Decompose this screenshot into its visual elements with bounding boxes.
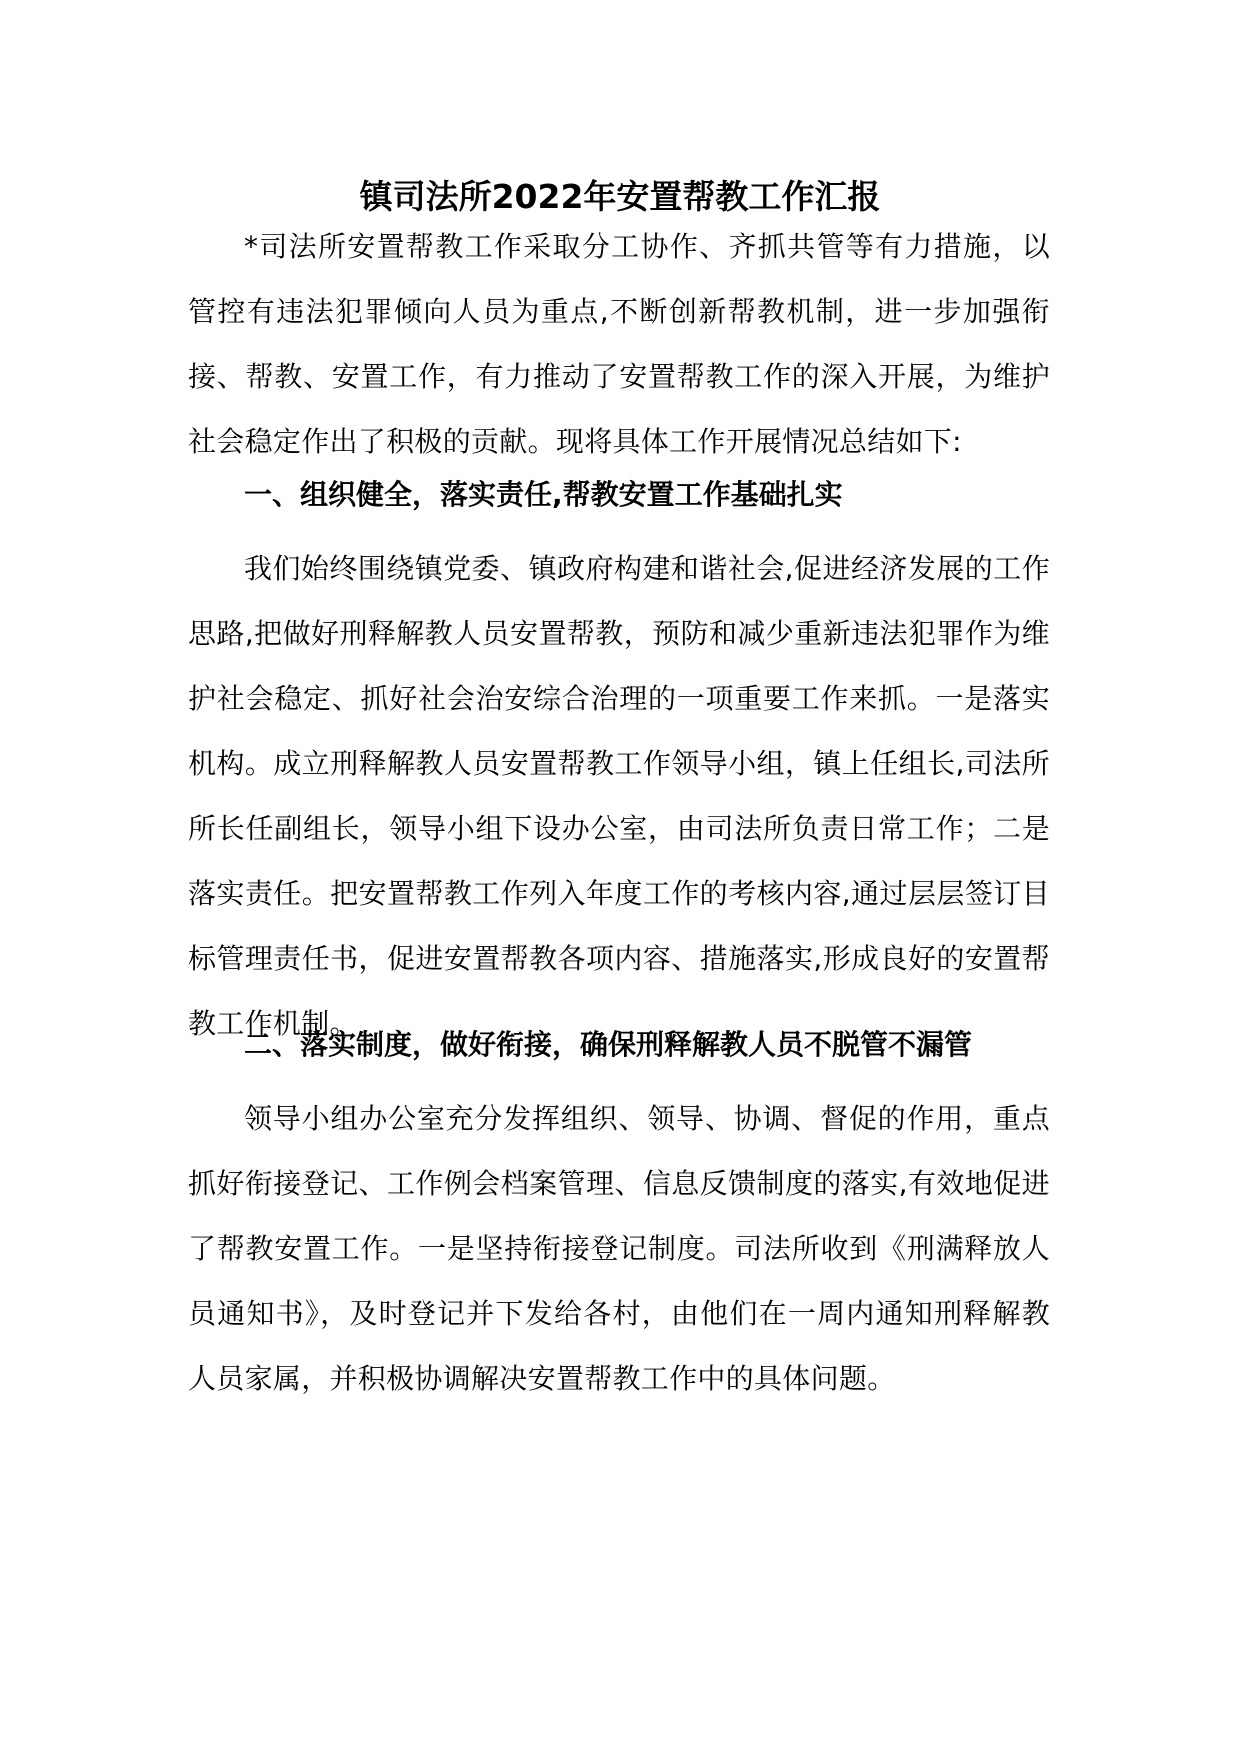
document-title: 镇司法所2022年安置帮教工作汇报 [359,177,881,216]
intro-paragraph: *司法所安置帮教工作采取分工协作、齐抓共管等有力措施，以管控有违法犯罪倾向人员为重点,不断创新帮教机制，进一步加强衔接、帮教、安置工作，有力推动了安置帮教工作的深入开展，为维护社会稳定作出了积极的贡献。现将具体工作开展情况总结如下: [188,230,1050,458]
section-body-1: 我们始终围绕镇党委、镇政府构建和谐社会,促进经济发展的工作思路,把做好刑释解教人员安置帮教，预防和减少重新违法犯罪作为维护社会稳定、抓好社会治安综合治理的一项重要工作来抓。一是落实机构。成立刑释解教人员安置帮教工作领导小组，镇上任组长,司法所所长任副组长，领导小组下设办公室，由司法所负责日常工作；二是落实责任。把安置帮教工作列入年度工作的考核内容,通过层层签订目标管理责任书，促进安置帮教各项内容、措施落实,形成良好的安置帮教工作机制。 [188,552,1050,1040]
section-heading-2: 二、落实制度，做好衔接，确保刑释解教人员不脱管不漏管 [244,1028,973,1061]
section-body-2: 领导小组办公室充分发挥组织、领导、协调、督促的作用，重点抓好衔接登记、工作例会档案管理、信息反馈制度的落实,有效地促进了帮教安置工作。一是坚持衔接登记制度。司法所收到《刑满释放人员通知书》，及时登记并下发给各村，由他们在一周内通知刑释解教人员家属，并积极协调解决安置帮教工作中的具体问题。 [188,1102,1050,1395]
section-heading-1: 一、组织健全，落实责任,帮教安置工作基础扎实 [244,478,843,511]
